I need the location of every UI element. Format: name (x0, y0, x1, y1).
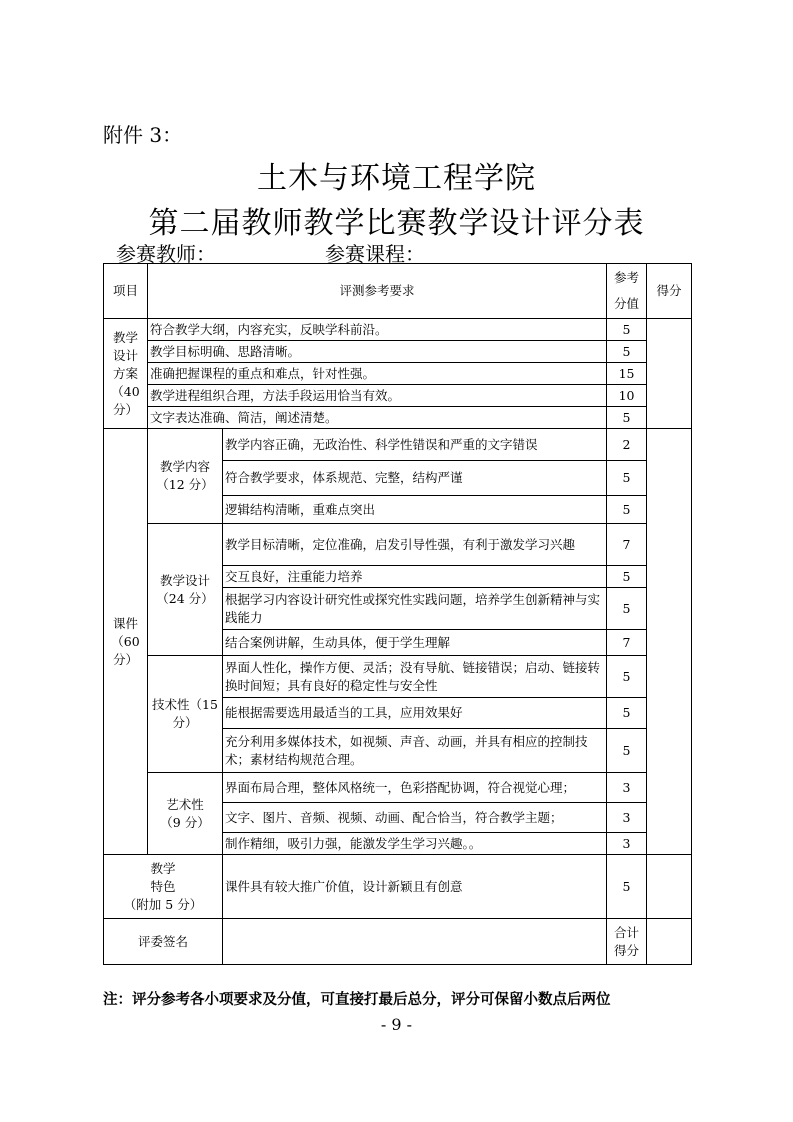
table-row (104, 385, 692, 407)
document-title-form: 第二届教师教学比赛教学设计评分表 (148, 206, 645, 241)
requirement-text: 教学目标明确、思路清晰。 (148, 341, 607, 363)
requirement-text: 根据学习内容设计研究性或探究性实践问题，培养学生创新精神与实践能力 (223, 588, 607, 630)
reference-value: 7 (607, 524, 647, 566)
reference-value: 5 (607, 407, 647, 429)
group-artistic-label (148, 773, 223, 855)
label-line: 课件 (112, 615, 138, 631)
reference-value: 3 (607, 833, 647, 855)
table-row (104, 524, 692, 566)
reference-value: 3 (607, 803, 647, 833)
table-row (104, 341, 692, 363)
requirement-text: 教学进程组织合理，方法手段运用恰当有效。 (148, 385, 607, 407)
header-score: 得分 (647, 264, 692, 319)
group-design-label (148, 524, 223, 656)
requirement-text: 符合教学要求，体系规范、完整，结构严谨 (223, 461, 607, 496)
reference-value: 10 (607, 385, 647, 407)
reference-value: 5 (607, 729, 647, 773)
header-requirements: 评测参考要求 (148, 264, 607, 319)
requirement-text: 课件具有较大推广价值，设计新颖且有创意 (223, 855, 607, 919)
requirement-text: 逻辑结构清晰，重难点突出 (223, 496, 607, 524)
table-row (104, 319, 692, 341)
scoring-table (103, 263, 692, 965)
reference-value: 5 (607, 566, 647, 588)
teacher-field-label: 参赛教师： (116, 242, 216, 266)
header-value-line1: 参考 (614, 270, 640, 285)
table-row (104, 656, 692, 698)
requirement-text: 文字、图片、音频、视频、动画、配合恰当，符合教学主题； (223, 803, 607, 833)
requirement-text: 文字表达准确、简洁，阐述清楚。 (148, 407, 607, 429)
label-line: 教学 (112, 329, 138, 345)
score-cell-feature[interactable] (647, 855, 692, 919)
label-line: 特色 (150, 878, 176, 894)
section-plan-label (104, 319, 148, 429)
requirement-text: 充分利用多媒体技术，如视频、声音、动画，并具有相应的控制技术；素材结构规范合理。 (223, 729, 607, 773)
requirement-text: 教学内容正确，无政治性、科学性错误和严重的文字错误 (223, 429, 607, 461)
label-line: （24 分） (156, 590, 214, 606)
table-row (104, 773, 692, 803)
reference-value: 2 (607, 429, 647, 461)
label-line: （12 分） (156, 477, 214, 492)
course-field-label: 参赛课程： (325, 242, 425, 266)
requirement-text: 界面布局合理，整体风格统一，色彩搭配协调，符合视觉心理； (223, 773, 607, 803)
label-line: 得分 (614, 942, 640, 958)
reference-value: 5 (607, 461, 647, 496)
reference-value: 5 (607, 319, 647, 341)
reference-value: 5 (607, 496, 647, 524)
label-line: 分） (112, 401, 138, 417)
requirement-text: 交互良好，注重能力培养 (223, 566, 607, 588)
reference-value: 5 (607, 656, 647, 698)
header-value (607, 264, 647, 319)
reference-value: 15 (607, 363, 647, 385)
label-line: （40 (111, 383, 140, 399)
requirement-text: 能根据需要选用最适当的工具，应用效果好 (223, 698, 607, 729)
reference-value: 3 (607, 773, 647, 803)
label-line: 教学 (150, 860, 176, 876)
label-line: 分） (172, 715, 198, 730)
score-cell-courseware[interactable] (647, 429, 692, 855)
label-line: 分） (112, 651, 138, 667)
reference-value: 5 (607, 341, 647, 363)
total-score-field[interactable] (647, 919, 692, 965)
requirement-text: 教学目标清晰，定位准确，启发引导性强，有利于激发学习兴趣 (223, 524, 607, 566)
label-line: （9 分） (160, 814, 210, 830)
label-line: 设计 (112, 347, 138, 363)
table-row (104, 407, 692, 429)
label-line: （60 (111, 633, 140, 649)
label-line: 教学设计 (159, 572, 210, 588)
attachment-label: 附件 3： (103, 123, 183, 147)
table-row (104, 363, 692, 385)
scoring-note: 注：评分参考各小项要求及分值，可直接打最后总分，评分可保留小数点后两位 (103, 992, 611, 1008)
requirement-text: 界面人性化，操作方便、灵活；没有导航、链接错误；启动、链接转换时间短；具有良好的稳定性与安全性 (223, 656, 607, 698)
judge-signature-field[interactable] (223, 919, 607, 965)
requirement-text: 符合教学大纲，内容充实，反映学科前沿。 (148, 319, 607, 341)
reference-value: 5 (607, 588, 647, 630)
table-header-row (104, 264, 692, 319)
table-row (104, 855, 692, 919)
reference-value: 7 (607, 630, 647, 656)
group-content-label (148, 429, 223, 524)
requirement-text: 制作精细，吸引力强，能激发学生学习兴趣。。 (223, 833, 607, 855)
score-cell-plan[interactable] (647, 319, 692, 429)
label-line: （附加 5 分） (123, 896, 203, 912)
document-title-college: 土木与环境工程学院 (257, 161, 536, 196)
label-line: 教学内容 (159, 459, 210, 474)
page-number: - 9 - (380, 1015, 413, 1034)
header-value-line2: 分值 (614, 296, 640, 311)
requirement-text: 结合案例讲解，生动具体，便于学生理解 (223, 630, 607, 656)
section-feature-label (104, 855, 223, 919)
label-line: 艺术性 (166, 796, 204, 812)
header-item: 项目 (104, 264, 148, 319)
section-courseware-label (104, 429, 148, 855)
total-score-label (607, 919, 647, 965)
judge-signature-label: 评委签名 (104, 919, 223, 965)
label-line: 合计 (614, 924, 640, 940)
signature-row (104, 919, 692, 965)
reference-value: 5 (607, 855, 647, 919)
requirement-text: 准确把握课程的重点和难点，针对性强。 (148, 363, 607, 385)
label-line: 方案 (112, 365, 138, 381)
table-row (104, 429, 692, 461)
group-technical-label (148, 656, 223, 773)
label-line: 技术性（15 (152, 697, 218, 712)
reference-value: 5 (607, 698, 647, 729)
